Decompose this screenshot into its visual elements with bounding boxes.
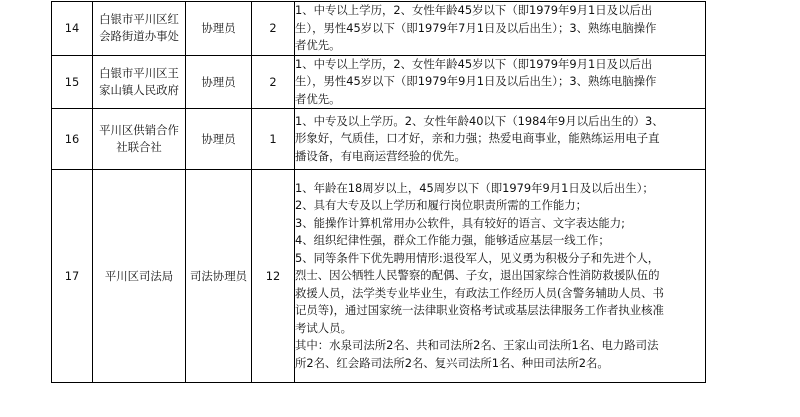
position-name: 协理员 [186,2,252,56]
hiring-count: 2 [252,55,295,109]
requirements: 1、中专及以上学历。2、女性年龄40以下（1984年9月以后出生的）3、 形象好，气质佳，口才好，亲和力强；热爱电商事业，能熟练运用电子直 播设备，有电商运营经验的优先。 [295,109,706,170]
hiring-unit: 白银市平川区红 会路街道办事处 [93,2,186,56]
table-row [52,2,706,56]
position-name: 司法协理员 [186,170,252,383]
requirements: 1、中专以上学历，2、女性年龄45岁以下（即1979年9月1日及以后出 生），男性45岁以下（即1979年7月1日及以后出生）；3、熟练电脑操作 者优先。 [295,2,706,56]
table-row [52,109,706,170]
requirements: 1、年龄在18周岁以上，45周岁以下（即1979年9月1日及以后出生）； 2、具有大专及以上学历和履行岗位职责所需的工作能力； 3、能操作计算机常用办公软件，具有较好的语言、文字表达能力; 4、组织纪律性强，群众工作能力强，能够适应基层一线工作； 5、同等条件下优先聘用情形:退役军人，见义勇为积极分子和先进个人， 烈士、因公牺牲人民警察的配偶、子女，退出国家综合性消防救援队伍的 救援人员，法学类专业毕业生，有政法工作经历人员(含警务辅助人员、书 记员等)，通过国家统一法律职业资格考试或基层法律服务工作者执业核准 考试人员。 其中：水泉司法所2名、共和司法所2名、王家山司法所1名、电力路司法 所2名、红会路司法所2名、复兴司法所1名、种田司法所2名。 [295,170,706,383]
row-number: 14 [52,2,93,56]
row-number: 15 [52,55,93,109]
position-name: 协理员 [186,109,252,170]
hiring-unit: 平川区供销合作 社联合社 [93,109,186,170]
requirements: 1、中专以上学历，2、女性年龄45岁以下（即1979年9月1日及以后出 生），男性45岁以下（即1979年9月1日及以后出生）；3、熟练电脑操作 者优先。 [295,55,706,109]
row-number: 16 [52,109,93,170]
row-number: 17 [52,170,93,383]
table-row [52,55,706,109]
position-name: 协理员 [186,55,252,109]
hiring-unit: 平川区司法局 [93,170,186,383]
hiring-count: 1 [252,109,295,170]
hiring-count: 12 [252,170,295,383]
position-table [51,1,706,383]
table-row [52,170,706,383]
hiring-unit: 白银市平川区王 家山镇人民政府 [93,55,186,109]
hiring-count: 2 [252,2,295,56]
